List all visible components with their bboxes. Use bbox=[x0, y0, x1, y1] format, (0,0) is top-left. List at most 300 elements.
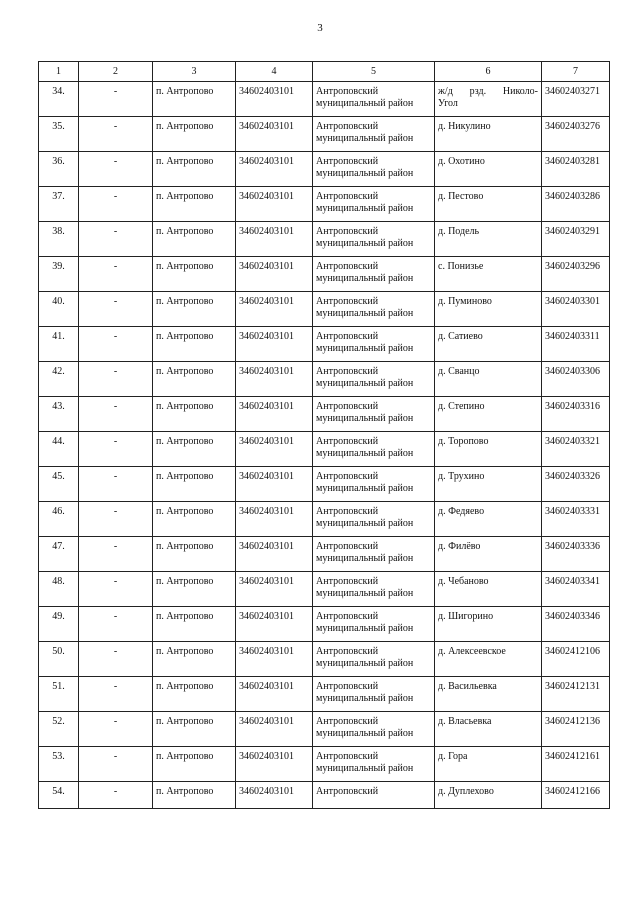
dash-value: - bbox=[113, 471, 118, 482]
dash-cell bbox=[79, 117, 153, 152]
center-settlement-cell bbox=[153, 467, 236, 502]
locality-code-cell bbox=[542, 642, 610, 677]
district-type-line: муниципальный район bbox=[316, 98, 414, 109]
district-cell bbox=[313, 292, 435, 327]
locality-name: д. Трухино bbox=[438, 471, 485, 482]
center-settlement: п. Антропово bbox=[156, 261, 214, 272]
locality-code: 34602403326 bbox=[545, 471, 600, 482]
district-type-line: муниципальный район bbox=[316, 273, 414, 284]
locality-cell bbox=[435, 607, 542, 642]
table-row bbox=[39, 677, 610, 712]
locality-name: д. Власьевка bbox=[438, 716, 492, 727]
locality-name: д. Сатиево bbox=[438, 331, 483, 342]
dash-cell bbox=[79, 397, 153, 432]
center-settlement: п. Антропово bbox=[156, 716, 214, 727]
dash-cell bbox=[79, 677, 153, 712]
center-code-cell bbox=[236, 82, 313, 117]
row-number-cell bbox=[39, 572, 79, 607]
district-cell bbox=[313, 677, 435, 712]
locality-cell bbox=[435, 572, 542, 607]
center-settlement: п. Антропово bbox=[156, 751, 214, 762]
center-code-cell bbox=[236, 432, 313, 467]
dash-value: - bbox=[113, 226, 118, 237]
page-number: 3 bbox=[317, 22, 323, 34]
center-settlement-cell bbox=[153, 782, 236, 809]
center-settlement-cell bbox=[153, 397, 236, 432]
locality-name-line: Угол bbox=[438, 98, 458, 109]
dash-cell bbox=[79, 782, 153, 809]
dash-value: - bbox=[113, 156, 118, 167]
locality-code: 34602403301 bbox=[545, 296, 600, 307]
row-number: 45. bbox=[52, 471, 65, 482]
center-settlement: п. Антропово bbox=[156, 471, 214, 482]
locality-code-cell bbox=[542, 187, 610, 222]
center-settlement: п. Антропово bbox=[156, 646, 214, 657]
center-settlement-cell bbox=[153, 642, 236, 677]
district-cell bbox=[313, 187, 435, 222]
center-code-cell bbox=[236, 327, 313, 362]
row-number: 51. bbox=[52, 681, 65, 692]
row-number-cell bbox=[39, 327, 79, 362]
center-code-cell bbox=[236, 572, 313, 607]
dash-cell bbox=[79, 327, 153, 362]
locality-name: д. Васильевка bbox=[438, 681, 497, 692]
settlements-table bbox=[38, 61, 610, 809]
center-settlement: п. Антропово bbox=[156, 296, 214, 307]
dash-cell bbox=[79, 257, 153, 292]
locality-code: 34602412166 bbox=[545, 786, 600, 797]
center-code-cell bbox=[236, 257, 313, 292]
center-code-cell bbox=[236, 537, 313, 572]
district-cell bbox=[313, 82, 435, 117]
center-settlement-cell bbox=[153, 432, 236, 467]
dash-value: - bbox=[113, 401, 118, 412]
locality-code: 34602403341 bbox=[545, 576, 600, 587]
center-code-cell bbox=[236, 642, 313, 677]
center-settlement: п. Антропово bbox=[156, 541, 214, 552]
row-number: 34. bbox=[52, 86, 65, 97]
district-type-line: муниципальный район bbox=[316, 623, 414, 634]
row-number: 48. bbox=[52, 576, 65, 587]
center-settlement-cell bbox=[153, 607, 236, 642]
locality-name: д. Торопово bbox=[438, 436, 489, 447]
center-settlement: п. Антропово bbox=[156, 86, 214, 97]
locality-code: 34602403296 bbox=[545, 261, 600, 272]
row-number-cell bbox=[39, 222, 79, 257]
row-number-cell bbox=[39, 187, 79, 222]
row-number: 52. bbox=[52, 716, 65, 727]
locality-code-cell bbox=[542, 537, 610, 572]
center-code-cell bbox=[236, 467, 313, 502]
locality-cell bbox=[435, 362, 542, 397]
dash-value: - bbox=[113, 366, 118, 377]
row-number: 40. bbox=[52, 296, 65, 307]
row-number: 53. bbox=[52, 751, 65, 762]
locality-cell bbox=[435, 712, 542, 747]
locality-cell bbox=[435, 642, 542, 677]
locality-code-cell bbox=[542, 397, 610, 432]
center-settlement-cell bbox=[153, 292, 236, 327]
locality-code: 34602403291 bbox=[545, 226, 600, 237]
dash-cell bbox=[79, 187, 153, 222]
center-code: 34602403101 bbox=[239, 471, 294, 482]
center-settlement-cell bbox=[153, 187, 236, 222]
district-cell bbox=[313, 257, 435, 292]
district-name-line: Антроповский bbox=[316, 156, 379, 167]
dash-cell bbox=[79, 537, 153, 572]
dash-cell bbox=[79, 82, 153, 117]
district-name-line: Антроповский bbox=[316, 681, 379, 692]
district-cell bbox=[313, 117, 435, 152]
dash-value: - bbox=[113, 331, 118, 342]
center-settlement-cell bbox=[153, 362, 236, 397]
table-header-row bbox=[39, 62, 610, 82]
locality-code-cell bbox=[542, 467, 610, 502]
dash-value: - bbox=[113, 646, 118, 657]
district-cell bbox=[313, 222, 435, 257]
center-code: 34602403101 bbox=[239, 296, 294, 307]
header-cell: 2 bbox=[79, 62, 153, 82]
district-cell bbox=[313, 712, 435, 747]
center-code: 34602403101 bbox=[239, 436, 294, 447]
locality-code: 34602412131 bbox=[545, 681, 600, 692]
center-settlement-cell bbox=[153, 502, 236, 537]
district-cell bbox=[313, 327, 435, 362]
locality-code-cell bbox=[542, 222, 610, 257]
row-number-cell bbox=[39, 432, 79, 467]
district-type-line: муниципальный район bbox=[316, 763, 414, 774]
center-settlement: п. Антропово bbox=[156, 506, 214, 517]
district-name-line: Антроповский bbox=[316, 506, 379, 517]
dash-cell bbox=[79, 712, 153, 747]
locality-cell bbox=[435, 782, 542, 809]
locality-name: с. Понизье bbox=[438, 261, 484, 272]
dash-value: - bbox=[113, 436, 118, 447]
district-cell bbox=[313, 502, 435, 537]
row-number-cell bbox=[39, 607, 79, 642]
center-code: 34602403101 bbox=[239, 506, 294, 517]
row-number-cell bbox=[39, 467, 79, 502]
row-number-cell bbox=[39, 677, 79, 712]
district-name-line: Антроповский bbox=[316, 191, 379, 202]
locality-code: 34602403316 bbox=[545, 401, 600, 412]
center-settlement-cell bbox=[153, 117, 236, 152]
district-type-line: муниципальный район bbox=[316, 308, 414, 319]
district-type-line: муниципальный район bbox=[316, 203, 414, 214]
locality-name: д. Дуплехово bbox=[438, 786, 494, 797]
district-name-line: Антроповский bbox=[316, 471, 379, 482]
center-settlement: п. Антропово bbox=[156, 611, 214, 622]
locality-name: д. Алексеевское bbox=[438, 646, 506, 657]
dash-cell bbox=[79, 642, 153, 677]
locality-code: 34602412161 bbox=[545, 751, 600, 762]
locality-name: д. Чебаново bbox=[438, 576, 489, 587]
dash-value: - bbox=[113, 261, 118, 272]
row-number-cell bbox=[39, 257, 79, 292]
row-number: 38. bbox=[52, 226, 65, 237]
center-code-cell bbox=[236, 292, 313, 327]
locality-name: д. Филёво bbox=[438, 541, 481, 552]
locality-code-cell bbox=[542, 607, 610, 642]
center-settlement: п. Антропово bbox=[156, 191, 214, 202]
row-number-cell bbox=[39, 152, 79, 187]
locality-cell bbox=[435, 677, 542, 712]
district-name-line: Антроповский bbox=[316, 401, 379, 412]
center-code-cell bbox=[236, 187, 313, 222]
district-name-line: Антроповский bbox=[316, 751, 379, 762]
table-row bbox=[39, 222, 610, 257]
dash-cell bbox=[79, 432, 153, 467]
district-cell bbox=[313, 747, 435, 782]
locality-name: д. Охотино bbox=[438, 156, 485, 167]
locality-code: 34602412106 bbox=[545, 646, 600, 657]
locality-cell bbox=[435, 432, 542, 467]
center-code: 34602403101 bbox=[239, 331, 294, 342]
table-row bbox=[39, 362, 610, 397]
center-settlement: п. Антропово bbox=[156, 121, 214, 132]
center-code-cell bbox=[236, 677, 313, 712]
center-code-cell bbox=[236, 712, 313, 747]
center-settlement-cell bbox=[153, 747, 236, 782]
dash-value: - bbox=[113, 121, 118, 132]
center-code-cell bbox=[236, 117, 313, 152]
row-number-cell bbox=[39, 117, 79, 152]
locality-cell bbox=[435, 187, 542, 222]
dash-cell bbox=[79, 502, 153, 537]
header-cell: 6 bbox=[435, 62, 542, 82]
center-settlement-cell bbox=[153, 82, 236, 117]
center-settlement-cell bbox=[153, 257, 236, 292]
dash-value: - bbox=[113, 786, 118, 797]
locality-code-cell bbox=[542, 257, 610, 292]
locality-code-cell bbox=[542, 82, 610, 117]
district-type-line: муниципальный район bbox=[316, 553, 414, 564]
center-settlement: п. Антропово bbox=[156, 226, 214, 237]
district-name-line: Антроповский bbox=[316, 716, 379, 727]
locality-code-cell bbox=[542, 117, 610, 152]
row-number: 36. bbox=[52, 156, 65, 167]
table-row bbox=[39, 152, 610, 187]
locality-cell bbox=[435, 747, 542, 782]
district-name-line: Антроповский bbox=[316, 646, 379, 657]
dash-value: - bbox=[113, 541, 118, 552]
center-code-cell bbox=[236, 362, 313, 397]
locality-code-cell bbox=[542, 782, 610, 809]
dash-cell bbox=[79, 292, 153, 327]
center-settlement-cell bbox=[153, 712, 236, 747]
row-number-cell bbox=[39, 747, 79, 782]
district-cell bbox=[313, 152, 435, 187]
center-code-cell bbox=[236, 397, 313, 432]
center-settlement-cell bbox=[153, 152, 236, 187]
row-number: 39. bbox=[52, 261, 65, 272]
table-row bbox=[39, 257, 610, 292]
district-type-line: муниципальный район bbox=[316, 658, 414, 669]
locality-code-cell bbox=[542, 572, 610, 607]
district-type-line: муниципальный район bbox=[316, 133, 414, 144]
district-cell bbox=[313, 607, 435, 642]
dash-cell bbox=[79, 572, 153, 607]
center-code-cell bbox=[236, 782, 313, 809]
district-cell bbox=[313, 782, 435, 809]
header-cell: 5 bbox=[313, 62, 435, 82]
locality-code: 34602403276 bbox=[545, 121, 600, 132]
center-code: 34602403101 bbox=[239, 681, 294, 692]
header-cell: 1 bbox=[39, 62, 79, 82]
district-name-line: Антроповский bbox=[316, 576, 379, 587]
row-number: 49. bbox=[52, 611, 65, 622]
district-type-line: муниципальный район bbox=[316, 693, 414, 704]
center-settlement: п. Антропово bbox=[156, 786, 214, 797]
center-code-cell bbox=[236, 502, 313, 537]
row-number: 35. bbox=[52, 121, 65, 132]
table-row bbox=[39, 117, 610, 152]
table-row bbox=[39, 327, 610, 362]
district-cell bbox=[313, 397, 435, 432]
table-row bbox=[39, 747, 610, 782]
row-number: 47. bbox=[52, 541, 65, 552]
district-type-line: муниципальный район bbox=[316, 483, 414, 494]
center-code: 34602403101 bbox=[239, 541, 294, 552]
center-code-cell bbox=[236, 747, 313, 782]
dash-value: - bbox=[113, 506, 118, 517]
row-number: 54. bbox=[52, 786, 65, 797]
locality-name: д. Подель bbox=[438, 226, 480, 237]
center-code: 34602403101 bbox=[239, 716, 294, 727]
center-code: 34602403101 bbox=[239, 611, 294, 622]
center-code: 34602403101 bbox=[239, 86, 294, 97]
locality-cell bbox=[435, 292, 542, 327]
center-code-cell bbox=[236, 222, 313, 257]
dash-cell bbox=[79, 152, 153, 187]
dash-value: - bbox=[113, 296, 118, 307]
row-number-cell bbox=[39, 782, 79, 809]
center-code: 34602403101 bbox=[239, 121, 294, 132]
locality-name: д. Сванцо bbox=[438, 366, 480, 377]
table-row bbox=[39, 292, 610, 327]
center-code-cell bbox=[236, 152, 313, 187]
dash-value: - bbox=[113, 86, 118, 97]
locality-code: 34602403321 bbox=[545, 436, 600, 447]
header-cell: 7 bbox=[542, 62, 610, 82]
locality-code: 34602403311 bbox=[545, 331, 600, 342]
dash-value: - bbox=[113, 191, 118, 202]
header-cell: 4 bbox=[236, 62, 313, 82]
locality-name: д. Гора bbox=[438, 751, 468, 762]
district-cell bbox=[313, 572, 435, 607]
district-type-line: муниципальный район bbox=[316, 728, 414, 739]
locality-code-cell bbox=[542, 432, 610, 467]
row-number: 50. bbox=[52, 646, 65, 657]
center-settlement: п. Антропово bbox=[156, 436, 214, 447]
dash-value: - bbox=[113, 611, 118, 622]
district-type-line: муниципальный район bbox=[316, 168, 414, 179]
locality-code: 34602403286 bbox=[545, 191, 600, 202]
district-cell bbox=[313, 467, 435, 502]
row-number: 43. bbox=[52, 401, 65, 412]
center-settlement-cell bbox=[153, 572, 236, 607]
district-name-line: Антроповский bbox=[316, 121, 379, 132]
locality-code-cell bbox=[542, 292, 610, 327]
locality-code-cell bbox=[542, 152, 610, 187]
table-row bbox=[39, 607, 610, 642]
dash-cell bbox=[79, 747, 153, 782]
dash-cell bbox=[79, 607, 153, 642]
center-code: 34602403101 bbox=[239, 366, 294, 377]
center-code: 34602403101 bbox=[239, 786, 294, 797]
row-number-cell bbox=[39, 712, 79, 747]
table-row bbox=[39, 432, 610, 467]
district-type-line: муниципальный район bbox=[316, 413, 414, 424]
dash-value: - bbox=[113, 716, 118, 727]
locality-code: 34602412136 bbox=[545, 716, 600, 727]
row-number-cell bbox=[39, 642, 79, 677]
locality-code-cell bbox=[542, 712, 610, 747]
district-type-line: муниципальный район bbox=[316, 518, 414, 529]
dash-cell bbox=[79, 467, 153, 502]
locality-name-line: ж/д рзд. Николо- bbox=[438, 86, 538, 97]
table-row bbox=[39, 782, 610, 809]
district-name-line: Антроповский bbox=[316, 226, 379, 237]
locality-code-cell bbox=[542, 747, 610, 782]
center-code-cell bbox=[236, 607, 313, 642]
dash-value: - bbox=[113, 576, 118, 587]
locality-name: д. Пестово bbox=[438, 191, 484, 202]
center-settlement: п. Антропово bbox=[156, 331, 214, 342]
locality-cell bbox=[435, 397, 542, 432]
center-code: 34602403101 bbox=[239, 401, 294, 412]
locality-cell bbox=[435, 257, 542, 292]
row-number: 37. bbox=[52, 191, 65, 202]
row-number: 41. bbox=[52, 331, 65, 342]
locality-code: 34602403336 bbox=[545, 541, 600, 552]
locality-name: д. Никулино bbox=[438, 121, 491, 132]
locality-code: 34602403271 bbox=[545, 86, 600, 97]
district-type-line: муниципальный район bbox=[316, 378, 414, 389]
header-cell: 3 bbox=[153, 62, 236, 82]
district-name-line: Антроповский bbox=[316, 366, 379, 377]
table-row bbox=[39, 537, 610, 572]
locality-code: 34602403331 bbox=[545, 506, 600, 517]
locality-cell bbox=[435, 152, 542, 187]
locality-code: 34602403281 bbox=[545, 156, 600, 167]
row-number-cell bbox=[39, 362, 79, 397]
table-row bbox=[39, 502, 610, 537]
center-code: 34602403101 bbox=[239, 646, 294, 657]
locality-code: 34602403306 bbox=[545, 366, 600, 377]
row-number: 44. bbox=[52, 436, 65, 447]
row-number-cell bbox=[39, 82, 79, 117]
table-row bbox=[39, 572, 610, 607]
locality-cell bbox=[435, 467, 542, 502]
center-code: 34602403101 bbox=[239, 576, 294, 587]
center-code: 34602403101 bbox=[239, 226, 294, 237]
district-name-line: Антроповский bbox=[316, 261, 379, 272]
center-settlement: п. Антропово bbox=[156, 681, 214, 692]
district-type-line: муниципальный район bbox=[316, 238, 414, 249]
dash-cell bbox=[79, 222, 153, 257]
locality-name: д. Шигорино bbox=[438, 611, 494, 622]
district-cell bbox=[313, 362, 435, 397]
center-settlement: п. Антропово bbox=[156, 366, 214, 377]
locality-name: д. Федяево bbox=[438, 506, 485, 517]
table-row bbox=[39, 467, 610, 502]
locality-name: д. Степино bbox=[438, 401, 485, 412]
dash-cell bbox=[79, 362, 153, 397]
table-row bbox=[39, 397, 610, 432]
center-settlement: п. Антропово bbox=[156, 576, 214, 587]
table-row bbox=[39, 642, 610, 677]
